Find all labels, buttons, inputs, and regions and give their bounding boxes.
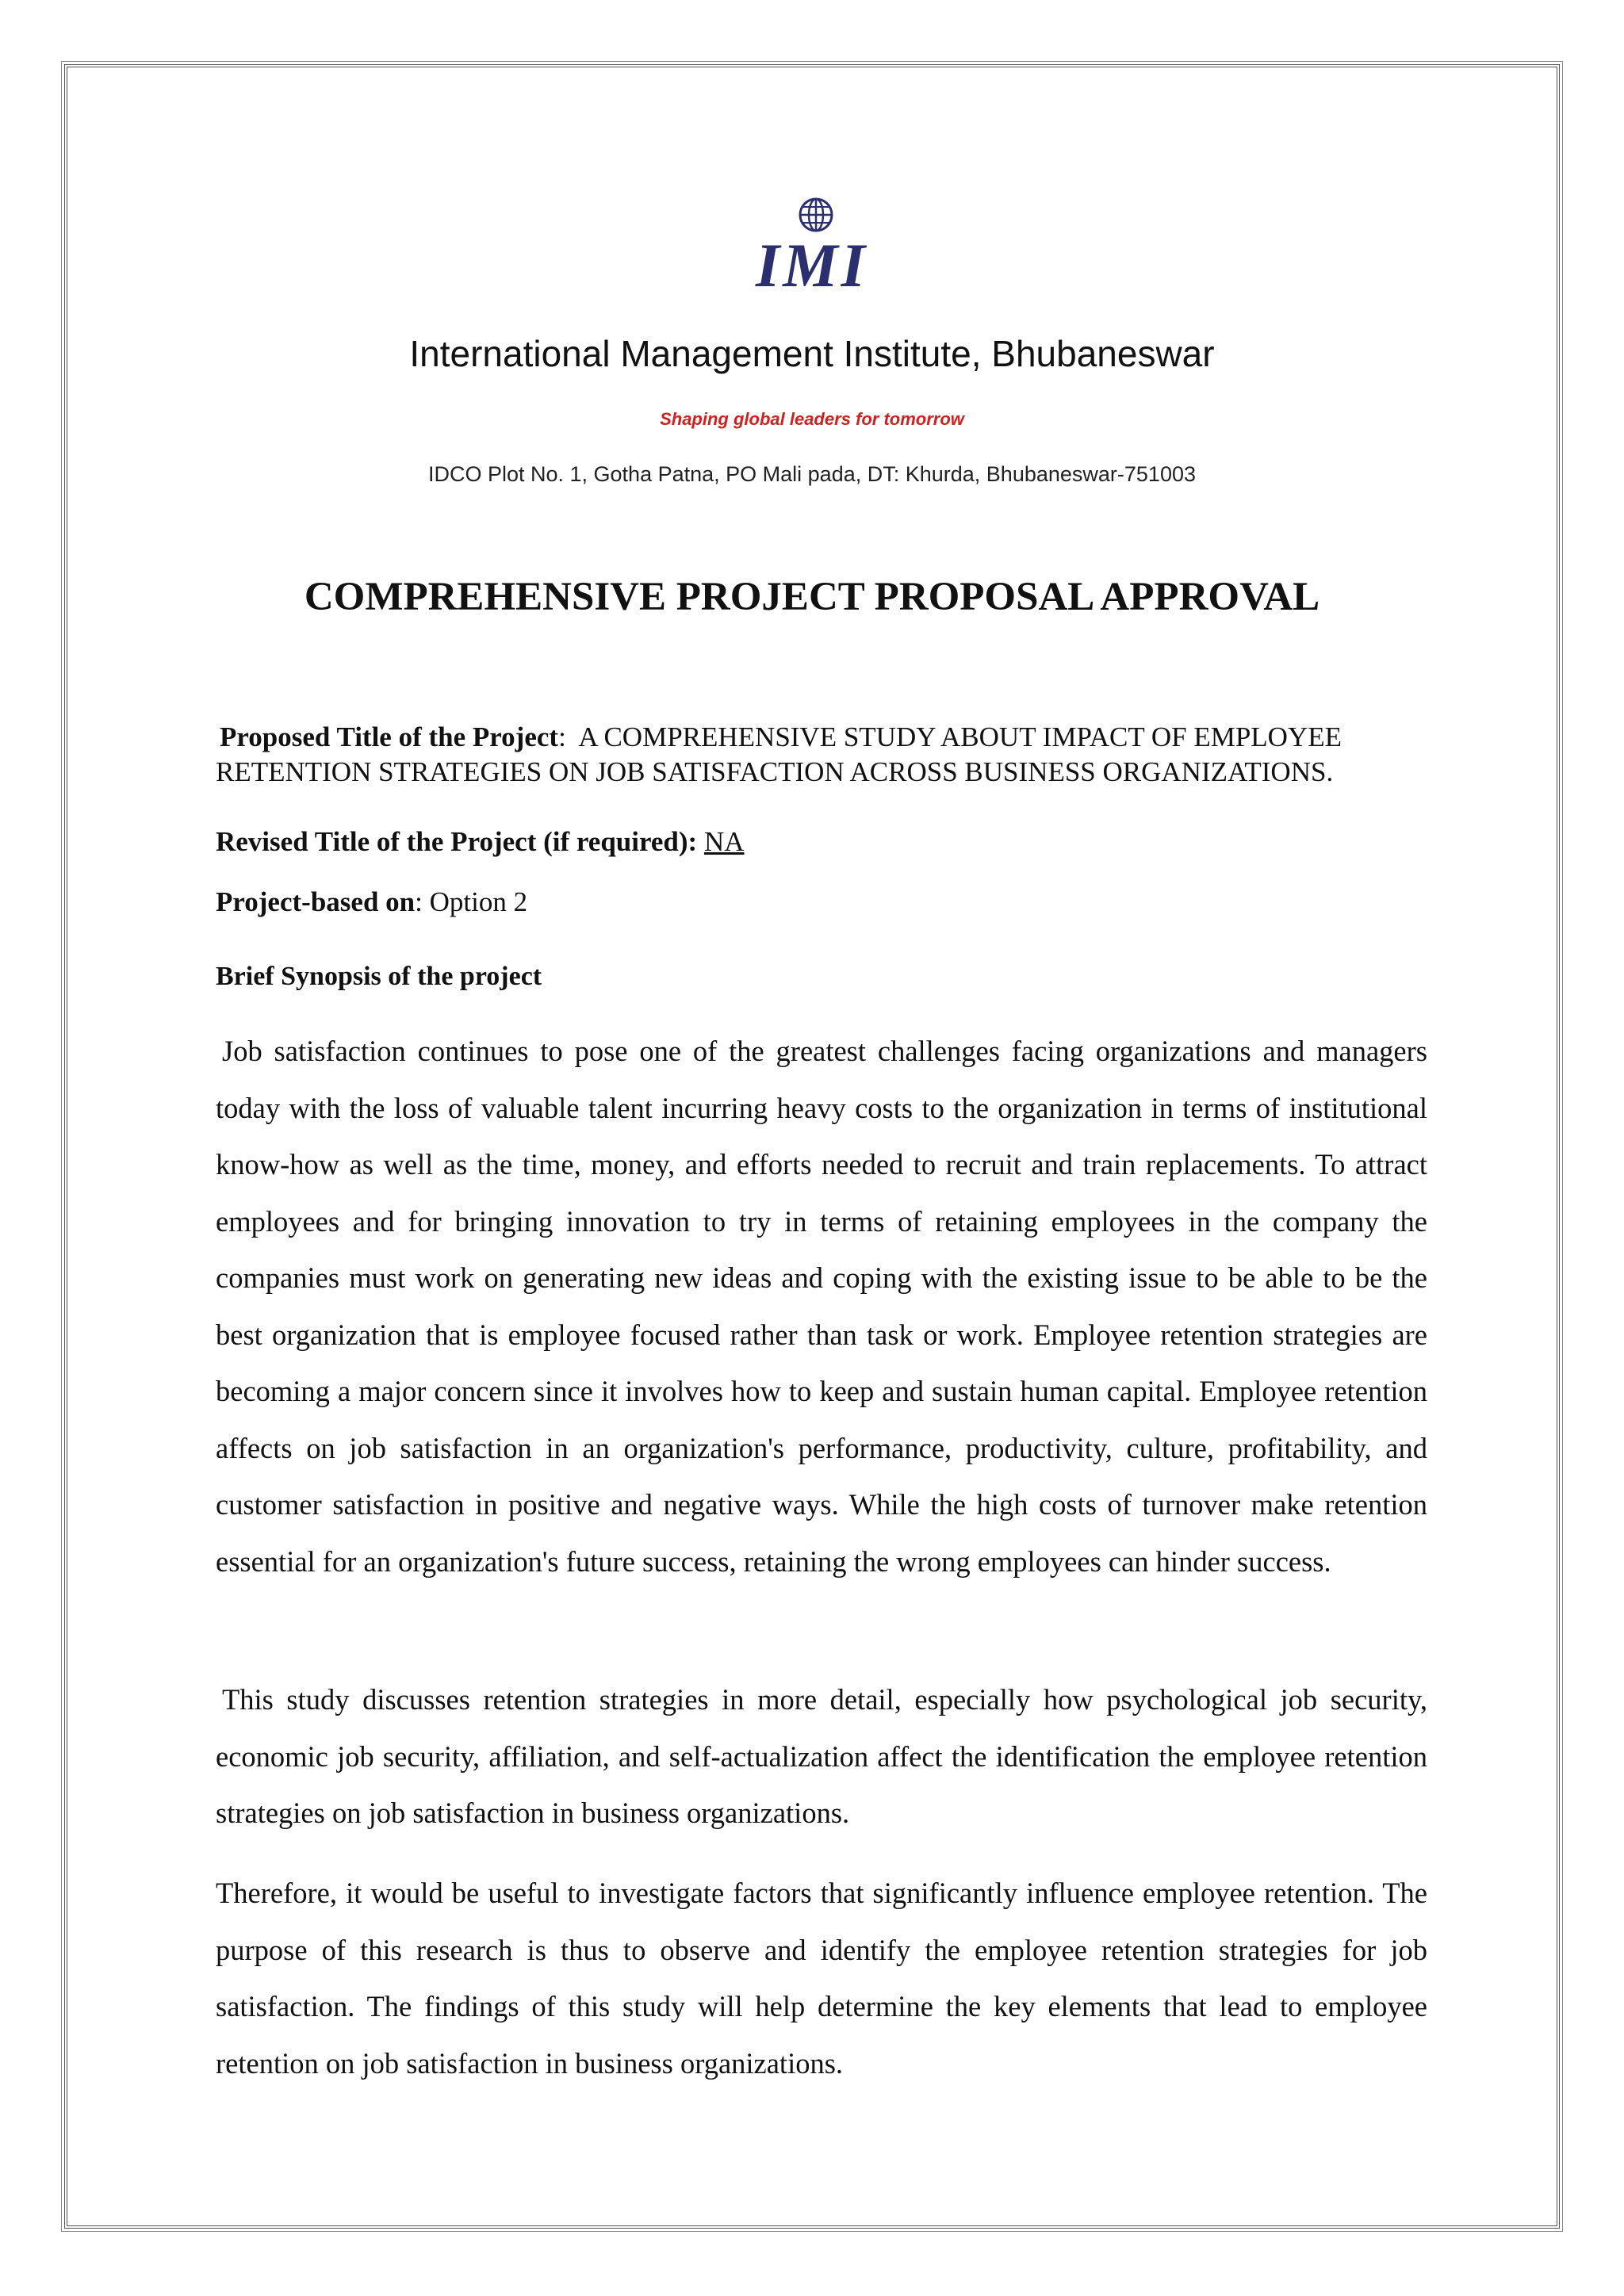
globe-icon (798, 197, 834, 233)
institute-address: IDCO Plot No. 1, Gotha Patna, PO Mali pada, DT: Khurda, Bhubaneswar-751003 (427, 462, 1197, 486)
project-based-value: Option 2 (429, 886, 528, 917)
project-based-label: Project-based on (216, 886, 416, 917)
project-based-field: Project-based on: Option 2 (216, 886, 528, 917)
imi-logo (737, 190, 887, 301)
revised-title-label: Revised Title of the Project (if required): (216, 826, 698, 857)
proposed-title-value-line2: RETENTION STRATEGIES ON JOB SATISFACTION ACROSS BUSINESS ORGANIZATIONS. (216, 756, 1334, 787)
proposed-title-value-line1: A COMPREHENSIVE STUDY ABOUT IMPACT OF EMPLOYEE (578, 721, 1342, 752)
synopsis-paragraph-3: Therefore, it would be useful to investigate factors that significantly influence employee retention. The purpose of this research is thus to observe and identify the employee retention strategies for job satisfaction. The findings of this study will help determine the key elements that lead to employee retention on job satisfaction in business organizations. (216, 1877, 1427, 2080)
logo-text: IMI (755, 231, 869, 300)
synopsis-paragraph-1: Job satisfaction continues to pose one of the greatest challenges facing organizations and managers today with the loss of valuable talent incurring heavy costs to the organization in terms of institutional know-how as well as the time, money, and efforts needed to recruit and train replacements. To attract employees and for bringing innovation to try in terms of retaining employees in the company the companies must work on generating new ideas and coping with the existing issue to be able to be the best organization that is employee focused rather than task or work. Employee retention strategies are becoming a major concern since it involves how to keep and sustain human capital. Employee retention affects on job satisfaction in an organization's performance, productivity, culture, profitability, and customer satisfaction in positive and negative ways. While the high costs of turnover make retention essential for an organization's future success, retaining the wrong employees can hinder success. (216, 1035, 1427, 1578)
synopsis-heading: Brief Synopsis of the project (216, 962, 542, 991)
revised-title-field (216, 825, 1427, 859)
proposed-title-field: Proposed Title of the Project: A COMPREHENSIVE STUDY ABOUT IMPACT OF EMPLOYEE RETENTION STRATEGIES ON JOB SATISFACTION ACROSS BUSINESS ORGANIZATIONS. (216, 721, 1342, 787)
institute-name: International Management Institute, Bhubaneswar (409, 333, 1215, 374)
revised-title-value: NA (703, 826, 745, 857)
proposed-title-label: Proposed Title of the Project (220, 721, 559, 752)
tagline: Shaping global leaders for tomorrow (660, 409, 964, 429)
synopsis-paragraph-2: This study discusses retention strategies in more detail, especially how psychological job security, economic job security, affiliation, and self-actualization affect the identification the employee retention strategies on job satisfaction in business organizations. (216, 1683, 1427, 1829)
document-title: COMPREHENSIVE PROJECT PROPOSAL APPROVAL (304, 575, 1320, 619)
